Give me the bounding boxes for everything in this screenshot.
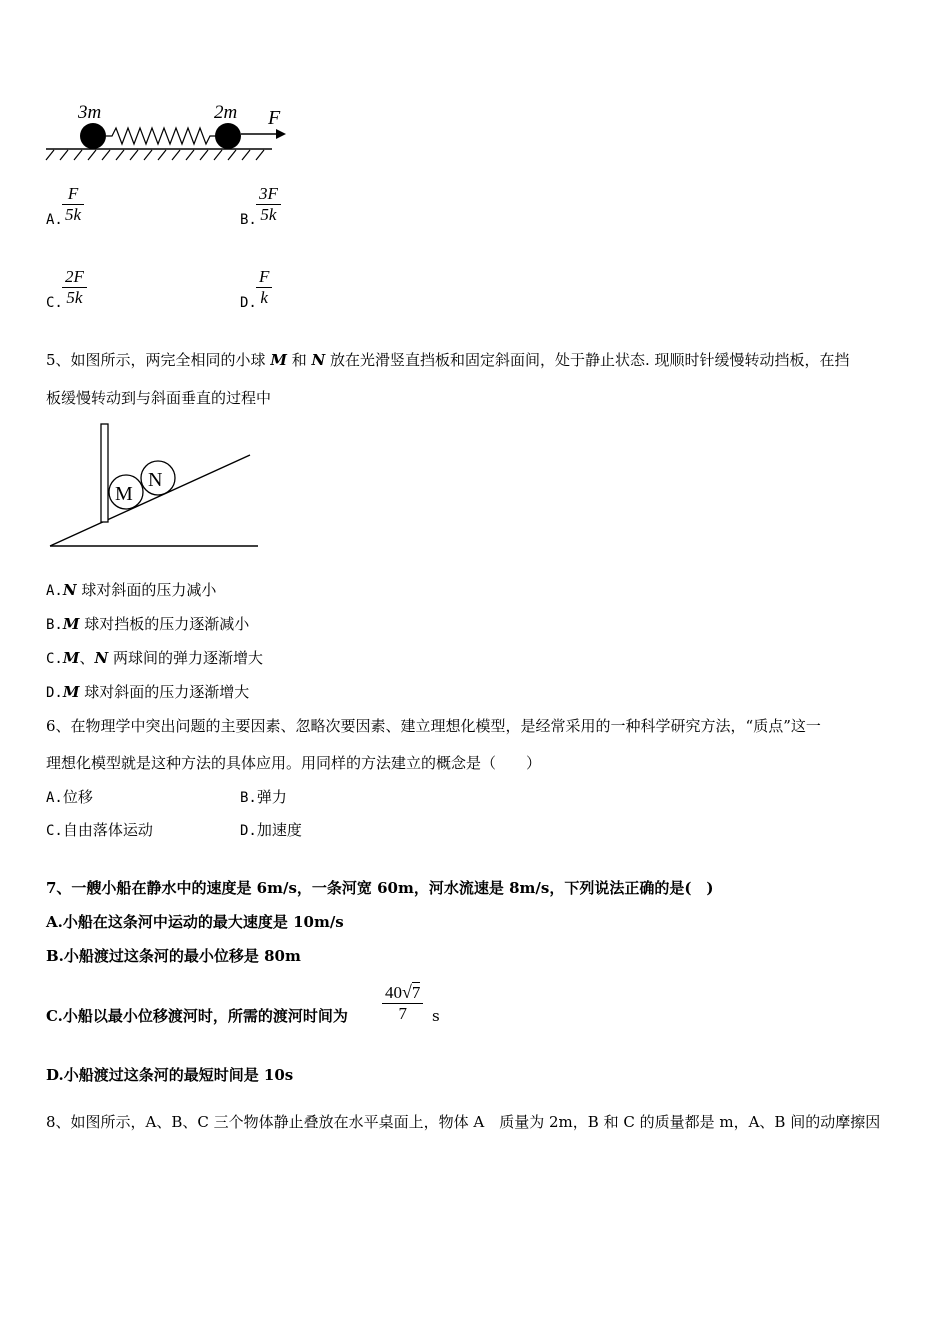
fraction: [62, 267, 87, 308]
q8-stem-line1: 8、如图所示，A、B、C 三个物体静止叠放在水平桌面上，物体 A 质量为 2m，B 和 C 的质量都是 m，A、B 间的动摩擦因: [46, 1113, 881, 1131]
q5-stem-line2: 板缓慢转动到与斜面垂直的过程中: [46, 389, 272, 407]
denominator: k: [260, 288, 268, 307]
q7-option-b[interactable]: B.小船渡过这条河的最小位移是 80m: [46, 947, 301, 965]
denominator: 7: [398, 1004, 407, 1023]
unit-seconds: s: [432, 1007, 440, 1025]
label-2m: 2m: [214, 102, 238, 123]
q7-fraction: [382, 982, 423, 1024]
option-label: B.: [240, 212, 257, 228]
fraction: [256, 184, 281, 225]
q6-option-d[interactable]: D.加速度: [240, 821, 302, 839]
option-label: C.: [46, 295, 63, 311]
q6-option-c[interactable]: C.自由落体运动: [46, 821, 153, 839]
label-3m: 3m: [78, 102, 102, 123]
vertical-baffle: [101, 424, 108, 522]
ground-hatching: [46, 150, 264, 160]
spring-mass-figure: [40, 98, 300, 168]
q5-option-d[interactable]: D.M 球对斜面的压力逐渐增大: [46, 683, 250, 701]
incline-balls-figure: [46, 420, 266, 555]
q7-option-a[interactable]: A.小船在这条河中运动的最大速度是 10m/s: [46, 913, 344, 931]
denominator: 5k: [66, 288, 83, 307]
q5-option-b[interactable]: B.M 球对挡板的压力逐渐减小: [46, 615, 250, 633]
q5-stem-line1: 5、如图所示，两完全相同的小球 M 和 N 放在光滑竖直挡板和固定斜面间，处于静止状态. 现顺时针缓慢转动挡板，在挡: [46, 351, 850, 369]
numerator: 2F: [65, 267, 84, 286]
q6-option-b[interactable]: B.弹力: [240, 788, 287, 806]
numerator: 3F: [259, 184, 278, 203]
q7-stem: 7、一艘小船在静水中的速度是 6m/s，一条河宽 60m，河水流速是 8m/s，下列说法正确的是( ): [46, 879, 714, 897]
numerator: F: [259, 267, 270, 286]
denominator: 5k: [260, 205, 277, 224]
numerator: 40√7: [385, 982, 421, 1002]
ball-m-label: M: [115, 483, 133, 505]
q7-option-d[interactable]: D.小船渡过这条河的最短时间是 10s: [46, 1066, 294, 1084]
q7-option-c-text: C.小船以最小位移渡河时，所需的渡河时间为: [46, 1007, 348, 1025]
right-ball: [215, 123, 241, 149]
numerator: F: [67, 184, 79, 203]
fraction: [62, 184, 84, 225]
denominator: 5k: [65, 205, 82, 224]
ball-n-label: N: [148, 469, 163, 491]
q5-option-c[interactable]: C.M、N 两球间的弹力逐渐增大: [46, 649, 263, 667]
q6-stem-line2: 理想化模型就是这种方法的具体应用。用同样的方法建立的概念是（ ）: [46, 754, 542, 772]
q5-option-a[interactable]: A.N 球对斜面的压力减小: [46, 581, 217, 599]
label-F: F: [268, 107, 281, 129]
q6-option-a[interactable]: A.位移: [46, 788, 93, 806]
spring: [106, 128, 216, 144]
fraction: [256, 267, 272, 308]
left-ball: [80, 123, 106, 149]
force-arrow-head: [276, 129, 286, 139]
q6-stem-line1: 6、在物理学中突出问题的主要因素、忽略次要因素、建立理想化模型，是经常采用的一种科学研究方法，“质点”这一: [46, 717, 821, 735]
option-label: A.: [46, 212, 63, 228]
option-label: D.: [240, 295, 257, 311]
